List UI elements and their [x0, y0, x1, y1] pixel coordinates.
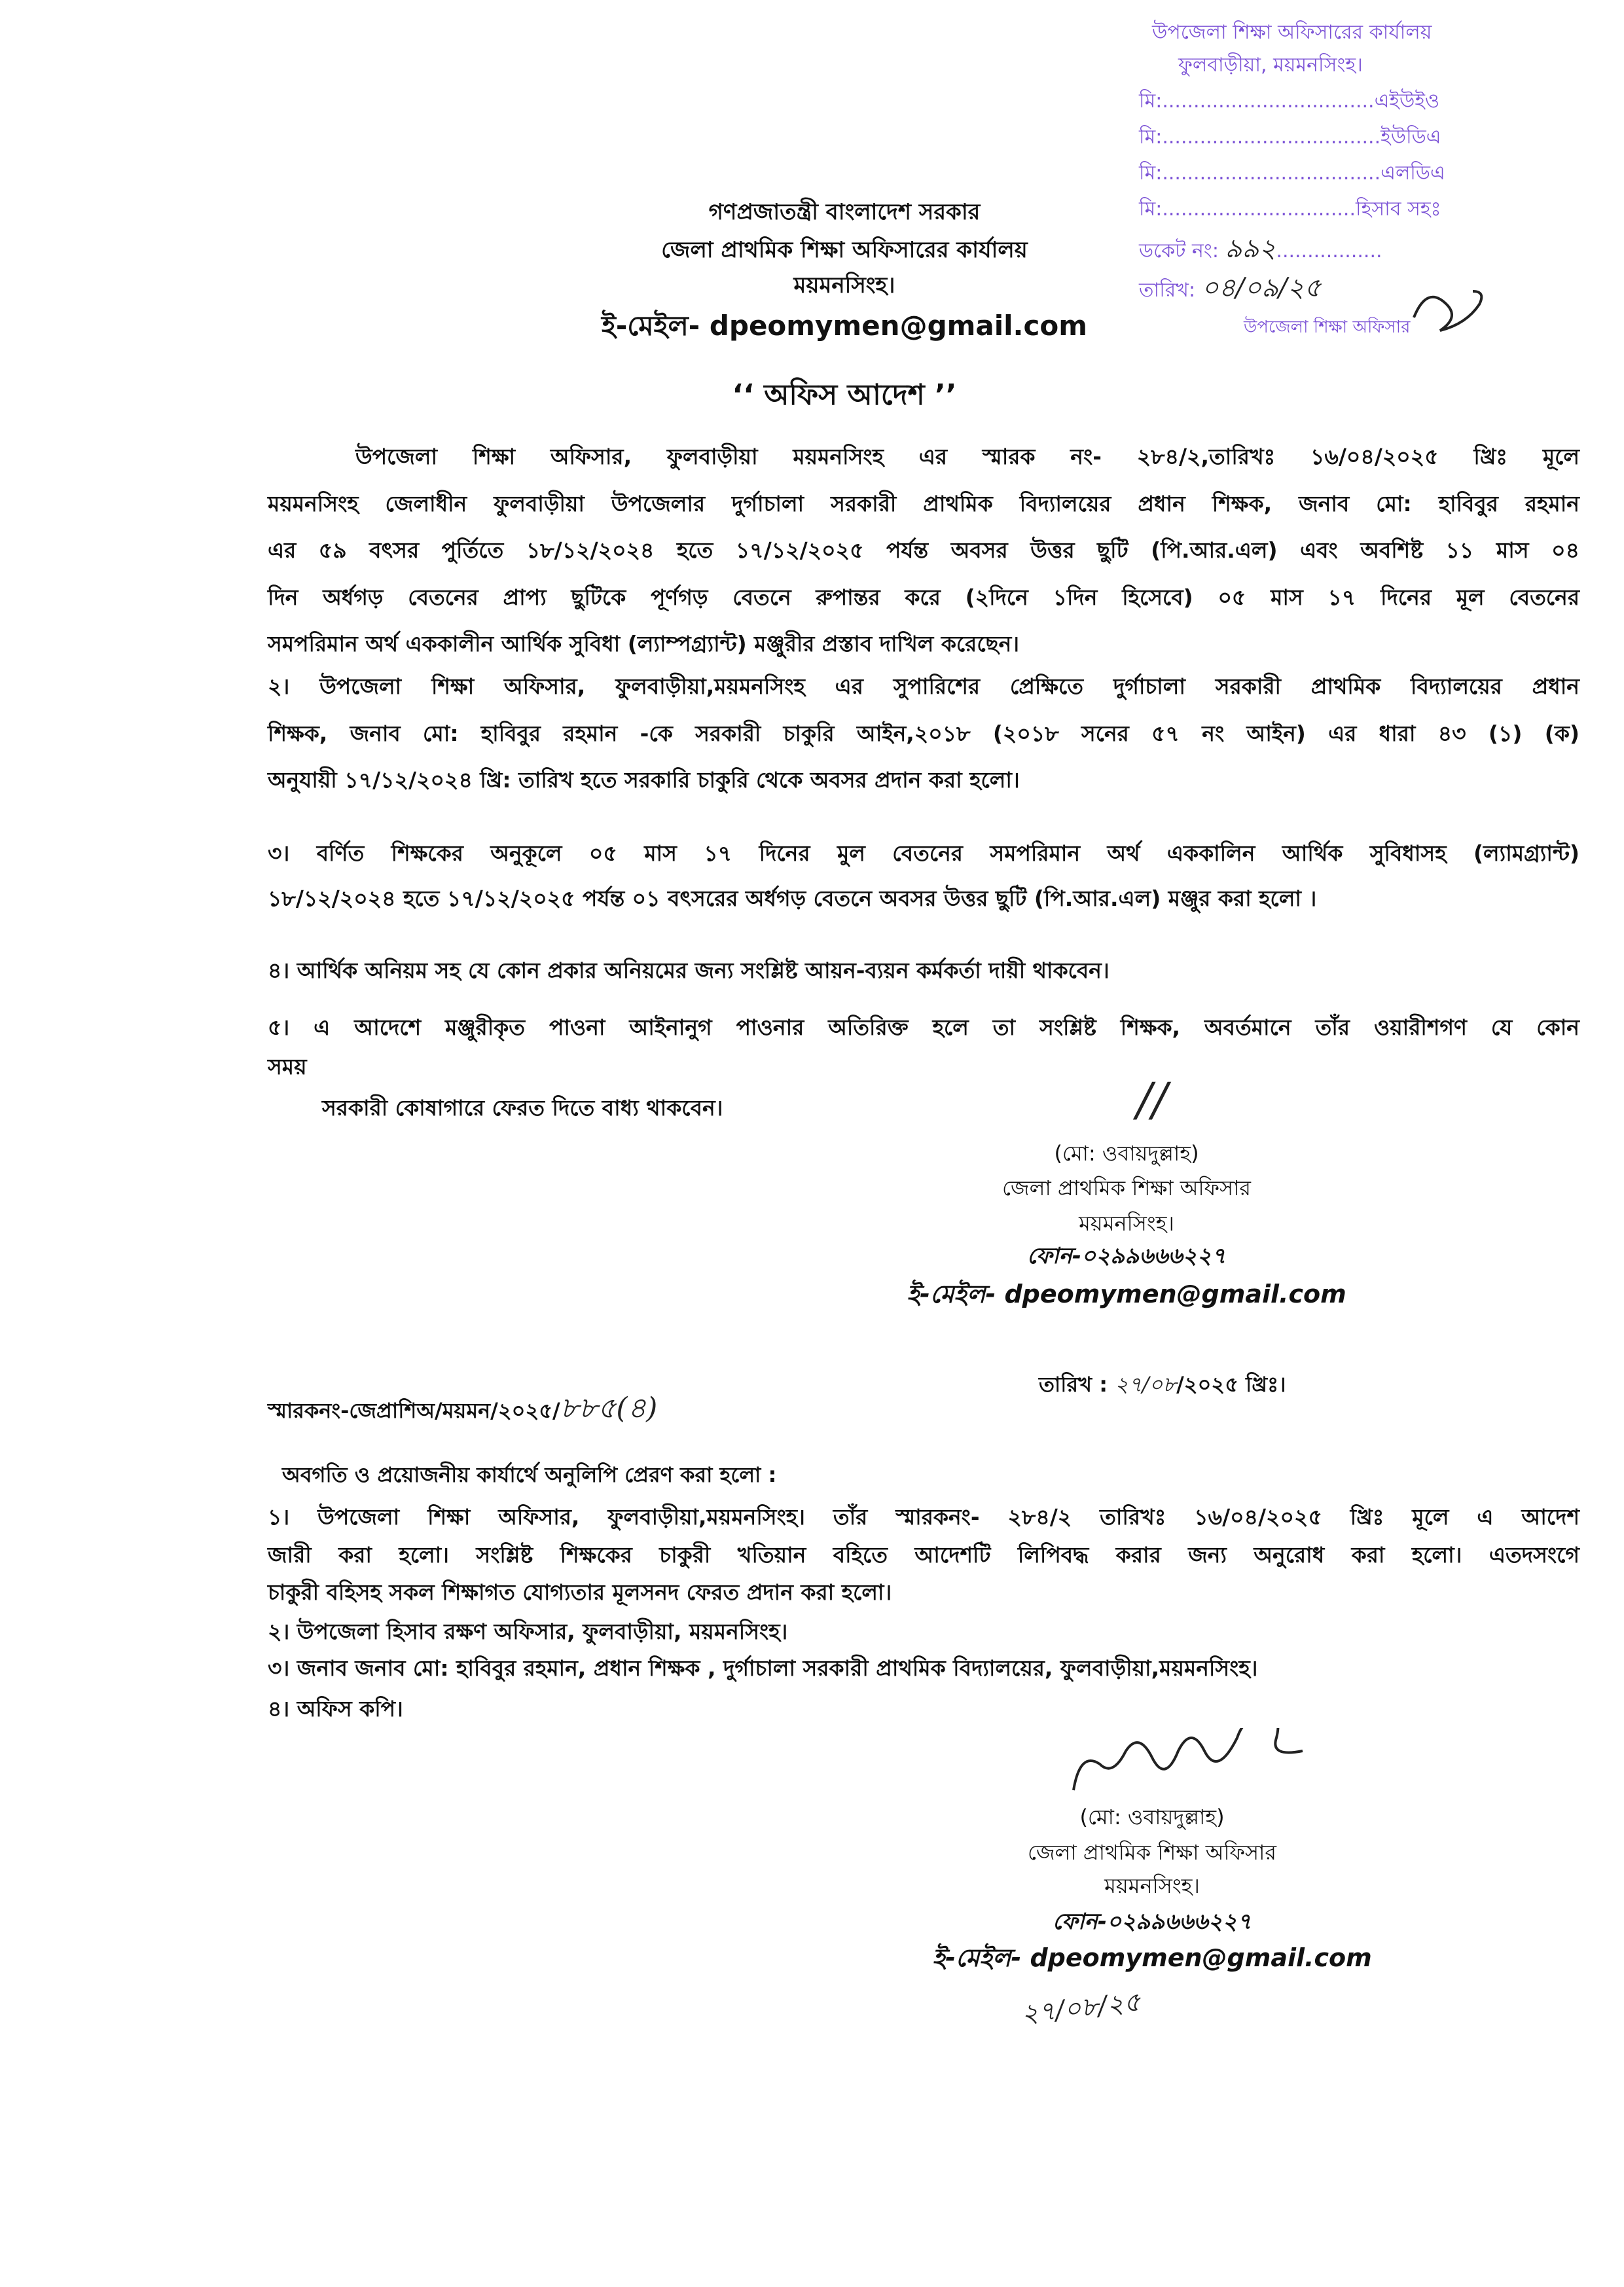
- text-line: সমপরিমান অর্থ এককালীন আর্থিক সুবিধা (ল্যাম্পগ্র্যান্ট) মঞ্জুরীর প্রস্তাব দাখিল করেছেন।: [268, 631, 1020, 657]
- copy-item-2: ২। উপজেলা হিসাব রক্ষণ অফিসার, ফুলবাড়ীয়া, ময়মনসিংহ।: [268, 1619, 788, 1644]
- memo-date-handwritten: ২৭/০৮: [1115, 1372, 1177, 1397]
- stamp-row: মি:...............................হিসাব সহঃ: [1139, 198, 1441, 221]
- stamp-row: মি:...................................ইউডিএ: [1139, 126, 1441, 149]
- stamp-docket: ডকেট নং: ৯৯২.................: [1139, 234, 1382, 264]
- signatory-name: (মো: ওবায়দুল্লাহ): [1054, 1141, 1199, 1166]
- stamp-place: ফুলবাড়ীয়া, ময়মনসিংহ।: [1178, 54, 1363, 77]
- text-line: জারী করা হলো। সংশ্লিষ্ট শিক্ষকের চাকুরী খতিয়ান বহিতে আদেশটি লিপিবদ্ধ করার জন্য অনুরোধ করা হলো। এতদসংগে: [268, 1542, 1579, 1568]
- text-line: ৫। এ আদেশে মঞ্জুরীকৃত পাওনা আইনানুগ পাওনার অতিরিক্ত হলে তা সংশ্লিষ্ট শিক্ষক, অবর্তমানে তাঁর ওয়ারীশগণ যে কোন: [268, 1015, 1579, 1040]
- memo-number-handwritten: ৮৮৫(৪): [560, 1392, 658, 1425]
- text-line: ময়মনসিংহ জেলাধীন ফুলবাড়ীয়া উপজেলার দুর্গাচালা সরকারী প্রাথমিক বিদ্যালয়ের প্রধান শিক্ষক, জনাব মো: হাবিবুর রহমান: [268, 491, 1579, 516]
- memo-number-label: স্মারকনং-জেপ্রাশিঅ/ময়মন/২০২৫/: [268, 1398, 560, 1423]
- stamp-row: মি:...................................এলডিএ: [1139, 162, 1445, 185]
- text-line: দিন অর্ধগড় বেতনের প্রাপ্য ছুটিকে পূর্ণগড় বেতনে রুপান্তর করে (২দিনে ১দিন হিসেবে) ০৫ মাস ১৭ দিনের মূল বেতনের: [268, 585, 1579, 610]
- text-line: ৩। বর্ণিত শিক্ষকের অনুকূলে ০৫ মাস ১৭ দিনের মুল বেতনের সমপরিমান অর্থ এককালিন আর্থিক সুবিধাসহ (ল্যামগ্র্যান্ট): [268, 840, 1579, 866]
- text-line: সময়: [268, 1054, 307, 1079]
- memo-date: [1039, 1368, 1286, 1403]
- text-line: এর ৫৯ বৎসর পুর্তিতে ১৮/১২/২০২৪ হতে ১৭/১২/২০২৫ পর্যন্ত অবসর উত্তর ছুটি (পি.আর.এল) এবং অবশিষ্ট ১১ মাস ০৪: [268, 537, 1579, 563]
- text-line: সরকারী কোষাগারে ফেরত দিতে বাধ্য থাকবেন।: [322, 1095, 723, 1121]
- text-line: অনুযায়ী ১৭/১২/২০২৪ খ্রি: তারিখ হতে সরকারি চাকুরি থেকে অবসর প্রদান করা হলো।: [268, 767, 1020, 793]
- text-line: ১৮/১২/২০২৪ হতে ১৭/১২/২০২৫ পর্যন্ত ০১ বৎসরের অর্ধগড় বেতনে অবসর উত্তর ছুটি (পি.আর.এল) মঞ্জুর করা হলো ।: [268, 886, 1317, 911]
- copy-item-4: ৪। অফিস কপি।: [268, 1696, 403, 1721]
- header-place: ময়মনসিংহ।: [793, 272, 895, 298]
- stamp-footer: উপজেলা শিক্ষা অফিসার: [1244, 317, 1411, 337]
- copy-item-3: ৩। জনাব জনাব মো: হাবিবুর রহমান, প্রধান শিক্ষক , দুর্গাচালা সরকারী প্রাথমিক বিদ্যালয়ের, ফুলবাড়ীয়া,ময়মনসিংহ।: [268, 1655, 1258, 1681]
- paragraph-4: ৪। আর্থিক অনিয়ম সহ যে কোন প্রকার অনিয়মের জন্য সংশ্লিষ্ট আয়ন-ব্যয়ন কর্মকর্তা দায়ী থাকবেন।: [268, 958, 1110, 983]
- handwritten-initials-icon: [1401, 259, 1532, 337]
- stamp-date: তারিখ: ০৪/০৯/২৫: [1139, 273, 1322, 303]
- signatory-designation: জেলা প্রাথমিক শিক্ষা অফিসার: [1001, 1176, 1252, 1200]
- memo-number: [268, 1386, 657, 1434]
- signatory-designation: জেলা প্রাথমিক শিক্ষা অফিসার: [1027, 1840, 1277, 1865]
- header-email: ই-মেইল- dpeomymen@gmail.com: [601, 310, 1088, 342]
- signatory-name: (মো: ওবায়দুল্লাহ): [1079, 1805, 1225, 1829]
- handwritten-signature-icon: [1060, 1728, 1322, 1800]
- text-line: শিক্ষক, জনাব মো: হাবিবুর রহমান -কে সরকারী চাকুরি আইন,২০১৮ (২০১৮ সনের ৫৭ নং আইন) এর ধারা ৪৩ (১) (ক): [268, 721, 1579, 746]
- signatory-phone: ফোন-০২৯৯৬৬৬২২৭: [1053, 1909, 1252, 1935]
- document-title: ‘‘ অফিস আদেশ ’’: [732, 378, 957, 412]
- text-line: উপজেলা শিক্ষা অফিসার, ফুলবাড়ীয়া ময়মনসিংহ এর স্মারক নং- ২৮৪/২,তারিখঃ ১৬/০৪/২০২৫ খ্রিঃ মূলে: [355, 444, 1579, 469]
- text-line: চাকুরী বহিসহ সকল শিক্ষাগত যোগ্যতার মূলসনদ ফেরত প্রদান করা হলো।: [268, 1579, 892, 1605]
- memo-date-label: তারিখ :: [1039, 1372, 1108, 1397]
- signatory-place: ময়মনসিংহ।: [1079, 1211, 1174, 1236]
- header-government: গণপ্রজাতন্ত্রী বাংলাদেশ সরকার: [708, 199, 981, 225]
- memo-date-suffix: /২০২৫ খ্রিঃ।: [1176, 1372, 1286, 1397]
- handwritten-date: ২৭/০৮/২৫: [1020, 1987, 1142, 2030]
- signatory-email: ই-মেইল- dpeomymen@gmail.com: [932, 1943, 1372, 1972]
- docket-number-handwritten: ৯৯২: [1225, 234, 1276, 264]
- text-line: ১। উপজেলা শিক্ষা অফিসার, ফুলবাড়ীয়া,ময়মনসিংহ। তাঁর স্মারকনং- ২৮৪/২ তারিখঃ ১৬/০৪/২০২৫ খ্রিঃ মূলে এ আদেশ: [268, 1504, 1579, 1530]
- stamp-date-handwritten: ০৪/০৯/২৫: [1201, 273, 1322, 303]
- stamp-row: মি:..................................এইউইও: [1139, 90, 1440, 113]
- signature-mark: //: [1136, 1073, 1168, 1126]
- signatory-place: ময়মনসিংহ।: [1104, 1873, 1200, 1898]
- header-office: জেলা প্রাথমিক শিক্ষা অফিসারের কার্যালয়: [661, 237, 1028, 263]
- stamp-office: উপজেলা শিক্ষা অফিসারের কার্যালয়: [1152, 21, 1432, 44]
- text-line: ২। উপজেলা শিক্ষা অফিসার, ফুলবাড়ীয়া,ময়মনসিংহ এর সুপারিশের প্রেক্ষিতে দুর্গাচালা সরকারী প্রাথমিক বিদ্যালয়ের প্রধান: [268, 674, 1579, 699]
- signatory-email: ই-মেইল- dpeomymen@gmail.com: [907, 1280, 1346, 1308]
- copy-intro: অবগতি ও প্রয়োজনীয় কার্যার্থে অনুলিপি প্রেরণ করা হলো :: [282, 1462, 777, 1487]
- signatory-phone: ফোন-০২৯৯৬৬৬২২৭: [1027, 1243, 1226, 1269]
